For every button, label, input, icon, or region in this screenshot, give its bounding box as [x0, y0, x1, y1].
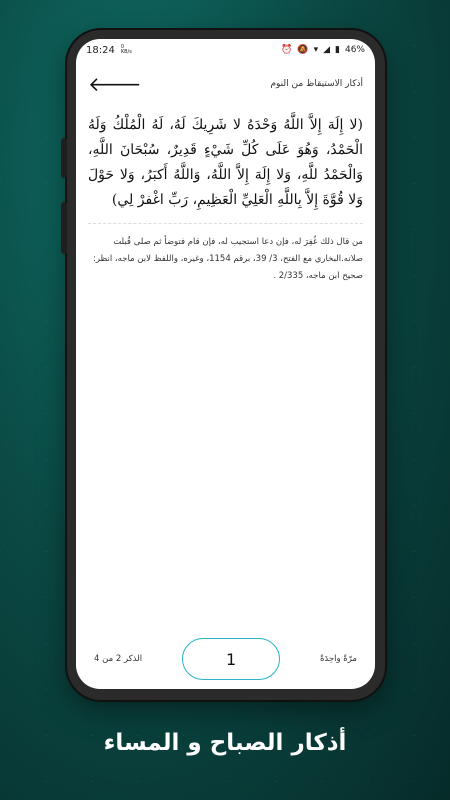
alarm-icon: ⏰: [281, 45, 293, 55]
status-bar: [76, 39, 375, 61]
back-arrow-icon[interactable]: 🡐: [88, 72, 142, 96]
signal-icon: ◢: [323, 45, 331, 55]
promo-caption: أذكار الصباح و المساء: [103, 730, 347, 756]
app-screen: [76, 39, 375, 689]
zikr-text: (لا إِلَهَ إِلاَّ اللَّهُ وَحْدَهُ لا شَرِيكَ لَهُ، لَهُ الْمُلْكُ وَلَهُ الْحَمْدُ، وَهُوَ عَلَى كُلِّ شَيْءٍ قَدِيرٌ، سُبْحَانَ اللَّهِ، وَالْحَمْدُ للَّهِ، وَلا إِلَهَ إِلاَّ اللَّهُ، وَاللَّهُ أَكبَرُ، وَلا حَوْلَ وَلا قُوَّةَ إِلاَّ بِاللَّهِ الْعَلِيِّ الْعَظِيمِ، رَبِّ اغْفرْ لِي): [88, 117, 363, 208]
page-title: أذكار الاستيقاظ من النوم: [270, 79, 363, 89]
count-button[interactable]: 1: [182, 638, 280, 680]
phone-side-button: [61, 138, 67, 178]
data-speed: 0 KB/s: [120, 44, 132, 55]
hadith-text: من قال ذلك غُفِرَ له، فإن دعا استجيب له، فإن قام فتوضأ ثم صلى قُبلت صلاته.البخاري مع الفتح، 3/ 39، برقم 1154، وغيره، واللفظ لابن ماجه، انظر: صحيح ابن ماجه، 2/335 .: [92, 237, 363, 281]
wifi-icon: ▾: [313, 45, 319, 55]
phone-side-button: [61, 202, 67, 254]
zikr-progress: الذكر 2 من 4: [94, 654, 143, 664]
status-time: 18:24: [86, 44, 115, 56]
app-bar: [76, 61, 375, 107]
bottom-bar: [76, 629, 375, 689]
mute-icon: 🔕: [297, 45, 309, 55]
battery-level: 46%: [344, 45, 365, 55]
battery-icon: ▮: [335, 45, 340, 55]
repeat-count-label: مرّةً واحِدَةً: [319, 654, 357, 664]
